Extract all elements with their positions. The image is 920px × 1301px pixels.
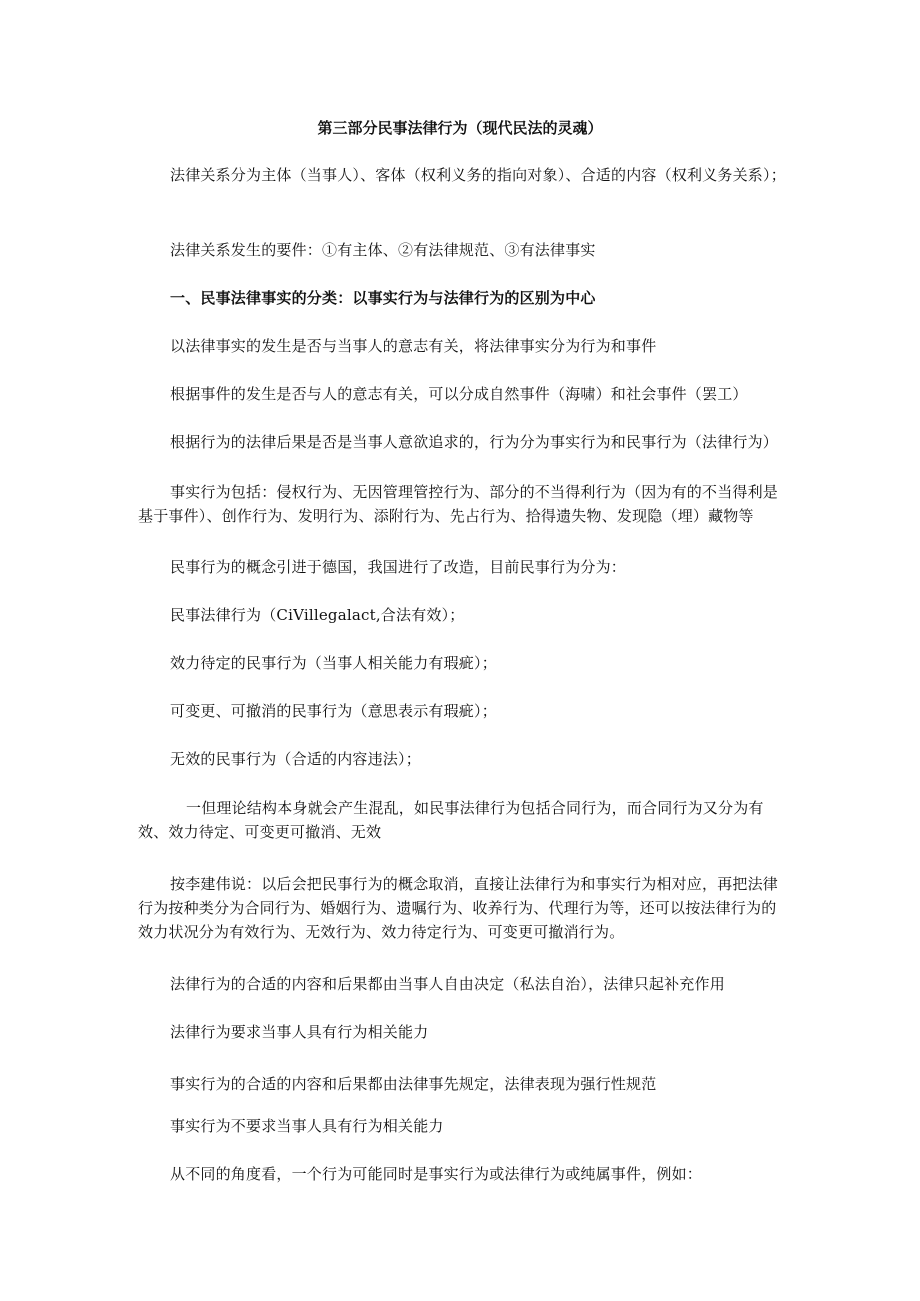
paragraph-events: 根据事件的发生是否与人的意志有关，可以分成自然事件（海啸）和社会事件（罢工） — [170, 385, 748, 403]
list-item-void: 无效的民事行为（合适的内容违法）； — [170, 750, 421, 768]
list-item-civil-legal-act: 民事法律行为（CiVillegalact,合法有效）； — [170, 606, 465, 624]
paragraph-civil-act-concept: 民事行为的概念引进于德国，我国进行了改造，目前民事行为分为： — [170, 558, 627, 576]
list-item-revocable: 可变更、可撤消的民事行为（意思表示有瑕疵）； — [170, 702, 497, 720]
paragraph-perspective: 从不同的角度看，一个行为可能同时是事实行为或法律行为或纯属事件，例如： — [170, 1165, 703, 1183]
section-heading: 一、民事法律事实的分类：以事实行为与法律行为的区别为中心 — [170, 289, 596, 307]
paragraph-legal-act-content: 法律行为的合适的内容和后果都由当事人自由决定（私法自治），法律只起补充作用 — [170, 975, 725, 993]
paragraph-factual-act-content: 事实行为的合适的内容和后果都由法律事先规定，法律表现为强行性规范 — [170, 1075, 657, 1093]
paragraph-legal-relation: 法律关系分为主体（当事人）、客体（权利义务的指向对象）、合适的内容（权利义务关系）； — [170, 166, 786, 184]
paragraph-theory-confusion: 一但理论结构本身就会产生混乱，如民事法律行为包括合同行为，而合同行为又分为有效、效力待定、可变更可撤消、无效 — [138, 799, 764, 841]
page-title: 第三部分民事法律行为（现代民法的灵魂） — [317, 119, 603, 137]
paragraph-factual-acts: 事实行为包括：侵权行为、无因管理管控行为、部分的不当得利行为（因为有的不当得利是基于事件）、创作行为、发明行为、添附行为、先占行为、拾得遗失物、发现隐（埋）藏物等 — [138, 483, 779, 525]
list-item-pending-validity: 效力待定的民事行为（当事人相关能力有瑕疵）； — [170, 654, 497, 672]
paragraph-requirements: 法律关系发生的要件：①有主体、②有法律规范、③有法律事实 — [170, 241, 596, 259]
paragraph-factual-act-capacity: 事实行为不要求当事人具有行为相关能力 — [170, 1117, 444, 1135]
paragraph-fact-classification: 以法律事实的发生是否与当事人的意志有关，将法律事实分为行为和事件 — [170, 337, 657, 355]
paragraph-acts: 根据行为的法律后果是否是当事人意欲追求的，行为分为事实行为和民事行为（法律行为） — [170, 433, 779, 451]
paragraph-legal-act-capacity: 法律行为要求当事人具有行为相关能力 — [170, 1023, 429, 1041]
paragraph-li-jianwei: 按李建伟说：以后会把民事行为的概念取消，直接让法律行为和事实行为相对应，再把法律行为按种类分为合同行为、婚姻行为、遗嘱行为、收养行为、代理行为等，还可以按法律行为的效力状况分为有效行为、无效行为、效力待定行为、可变更可撤消行为。 — [138, 875, 779, 941]
